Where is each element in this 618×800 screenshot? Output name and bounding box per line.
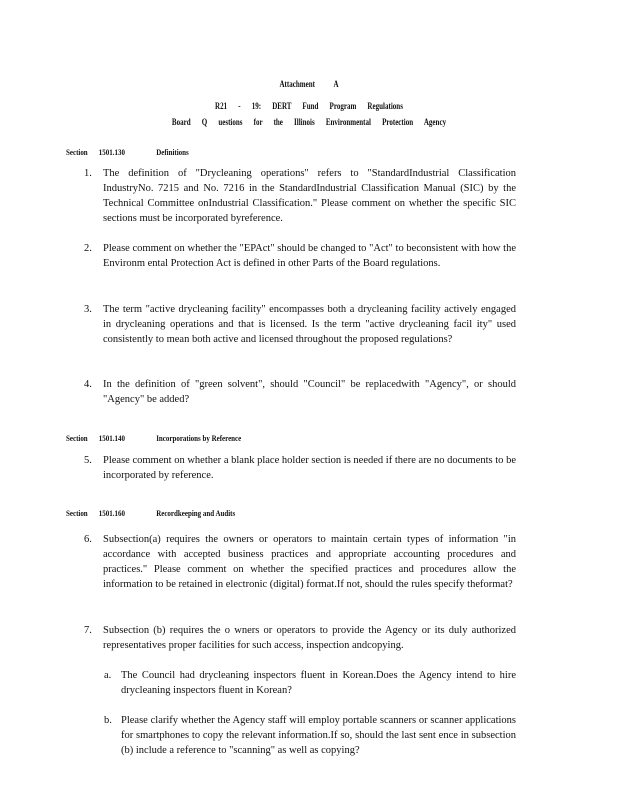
section-heading-definitions [66, 147, 189, 157]
item-text: Subsection(a) requires the owners or operators to maintain certain types of information "in accordance with accepted business practices and appropriate accounting procedures and practices." Please comment on whether the specified practices and procedures allow the information to be retained in electronic (digital) format.If not, should the rules specify theformat? [103, 534, 516, 590]
section-title: Recordkeeping and Audits [156, 508, 236, 518]
item-text: Please comment on whether the "EPAct" should be changed to "Act" to beconsistent with how the Environm ental Protection Act is defined in other Parts of the Board regulations. [103, 243, 516, 269]
subitem-text: The Council had drycleaning inspectors fluent in Korean.Does the Agency intend to hire drycleaning inspectors fluent in Korean? [121, 670, 516, 696]
subitem-letter: b. [104, 715, 112, 726]
item-number: 2. [84, 243, 92, 254]
item-text: In the definition of "green solvent", should "Council" be replacedwith "Agency", or should "Agency" be added? [103, 379, 516, 405]
section-title: Definitions [156, 147, 189, 157]
item-number: 5. [84, 455, 92, 466]
section-number: 1501.130 [98, 147, 125, 157]
section-number: 1501.140 [98, 433, 125, 443]
item-number: 3. [84, 304, 92, 315]
item-text: Subsection (b) requires the o wners or operators to provide the Agency or its duly authorized representatives proper facilities for such access, inspection andcopying. [103, 625, 516, 651]
subitem-letter: a. [104, 670, 112, 681]
section-heading-recordkeeping [66, 508, 235, 518]
document-subtitle-line1: R21 - 19: DERT Fund Program Regulations [215, 101, 403, 111]
section-label: Section [66, 147, 88, 157]
subitem-text: Please clarify whether the Agency staff will employ portable scanners or scanner applications for smartphones to copy the relevant information.If so, should the last sent ence in subsection (b) include a reference to "scanning" as well as copying? [121, 715, 516, 756]
item-text: Please comment on whether a blank place holder section is needed if there are no documents to be incorporated by reference. [103, 455, 516, 481]
section-title: Incorporations by Reference [156, 433, 242, 443]
item-text: The term "active drycleaning facility" encompasses both a drycleaning facility actively engaged in drycleaning operations and that is licensed. Is the term "active drycleaning facil ity" used consistently to mean both active and licensed throughout the proposed regulations? [103, 304, 516, 345]
item-number: 4. [84, 379, 92, 390]
item-number: 6. [84, 534, 92, 545]
section-heading-incorporations [66, 433, 241, 443]
item-number: 7. [84, 625, 92, 636]
document-title: Attachment A [279, 79, 339, 89]
item-text: The definition of "Drycleaning operations" refers to "StandardIndustrial Classification IndustryNo. 7215 and No. 7216 in the StandardIndustrial Classification Manual (SIC) by the Technical Committee onIndustrial Classification." Please comment on whether the specific SIC sections must be incorporated byreference. [103, 168, 516, 224]
document-subtitle-line2: Board Q uestions for the Illinois Environmental Protection Agency [171, 117, 447, 127]
section-label: Section [66, 433, 88, 443]
section-number: 1501.160 [98, 508, 125, 518]
section-label: Section [66, 508, 88, 518]
item-number: 1. [84, 168, 92, 179]
